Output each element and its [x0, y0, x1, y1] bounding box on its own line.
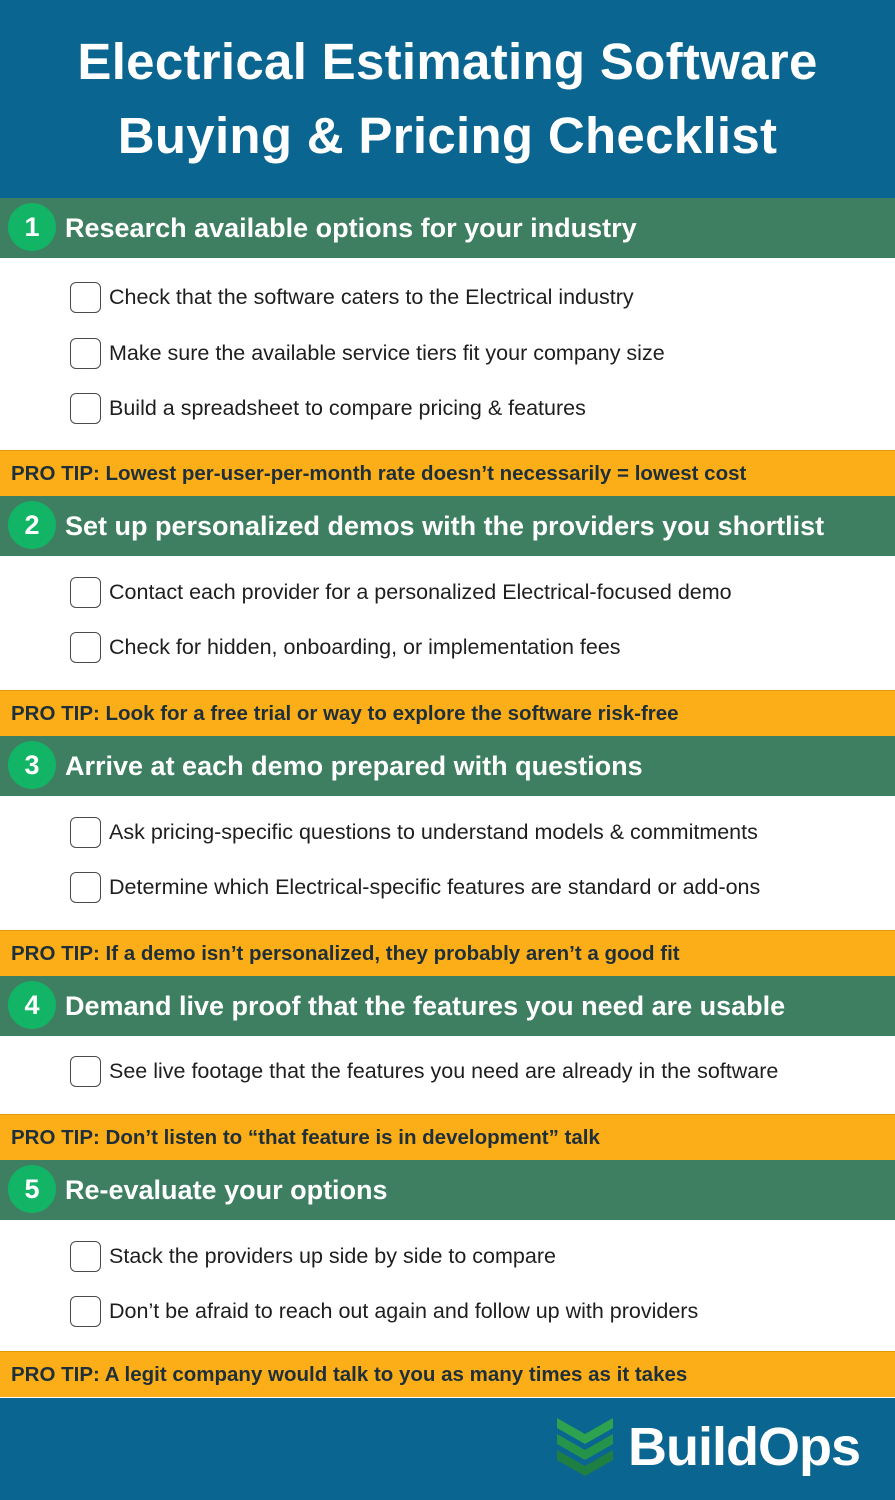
footer	[0, 1398, 895, 1500]
checklist-item-label: Stack the providers up side by side to compare	[109, 1244, 556, 1268]
checklist-item-label: Build a spreadsheet to compare pricing & features	[109, 396, 586, 420]
checklist-item-label: Check for hidden, onboarding, or implementation fees	[109, 635, 621, 659]
step-number-badge: 5	[8, 1165, 56, 1213]
pro-tip-banner	[0, 930, 895, 976]
checkbox[interactable]	[70, 1241, 101, 1272]
pro-tip-text: PRO TIP: Don’t listen to “that feature is in development” talk	[11, 1126, 600, 1149]
section-3-header	[0, 736, 895, 796]
section-title: Arrive at each demo prepared with questions	[65, 751, 643, 781]
checklist-item-label: Don’t be afraid to reach out again and follow up with providers	[109, 1299, 699, 1323]
checklist-item-label: Check that the software caters to the Electrical industry	[109, 285, 634, 309]
checklist-item-label: Make sure the available service tiers fit your company size	[109, 341, 665, 365]
pro-tip-text: PRO TIP: Lowest per-user-per-month rate doesn’t necessarily = lowest cost	[11, 462, 747, 485]
stacked-chevrons-icon	[555, 1416, 615, 1476]
checkbox[interactable]	[70, 393, 101, 424]
step-number-badge: 4	[8, 981, 56, 1029]
pro-tip-banner	[0, 690, 895, 736]
page-title-line-1: Electrical Estimating Software	[77, 33, 818, 90]
step-number-badge: 3	[8, 741, 56, 789]
checkbox[interactable]	[70, 632, 101, 663]
pro-tip-text: PRO TIP: A legit company would talk to you as many times as it takes	[11, 1363, 688, 1386]
pro-tip-text: PRO TIP: Look for a free trial or way to explore the software risk-free	[11, 702, 679, 725]
brand-logo-text: BuildOps	[628, 1417, 860, 1477]
section-4-header	[0, 976, 895, 1036]
pro-tip-banner	[0, 1114, 895, 1160]
step-number-badge: 2	[8, 501, 56, 549]
step-number-badge: 1	[8, 203, 56, 251]
header	[0, 0, 895, 198]
checklist-item-label: Contact each provider for a personalized Electrical-focused demo	[109, 580, 732, 604]
section-title: Research available options for your industry	[65, 213, 637, 243]
pro-tip-banner	[0, 1351, 895, 1397]
checklist-item-label: See live footage that the features you need are already in the software	[109, 1059, 779, 1083]
checkbox[interactable]	[70, 282, 101, 313]
section-title: Set up personalized demos with the providers you shortlist	[65, 511, 825, 541]
section-1-header	[0, 198, 895, 258]
section-5-header	[0, 1160, 895, 1220]
pro-tip-text: PRO TIP: If a demo isn’t personalized, they probably aren’t a good fit	[11, 942, 680, 965]
checkbox[interactable]	[70, 872, 101, 903]
checkbox[interactable]	[70, 1296, 101, 1327]
section-title: Demand live proof that the features you need are usable	[65, 991, 786, 1021]
checkbox[interactable]	[70, 577, 101, 608]
checkbox[interactable]	[70, 338, 101, 369]
checkbox[interactable]	[70, 817, 101, 848]
section-title: Re-evaluate your options	[65, 1175, 388, 1205]
checklist-item-label: Ask pricing-specific questions to understand models & commitments	[109, 820, 758, 844]
pro-tip-banner	[0, 450, 895, 496]
checkbox[interactable]	[70, 1056, 101, 1087]
section-2-header	[0, 496, 895, 556]
checklist-item-label: Determine which Electrical-specific features are standard or add-ons	[109, 875, 761, 899]
page-title-line-2: Buying & Pricing Checklist	[117, 107, 778, 164]
